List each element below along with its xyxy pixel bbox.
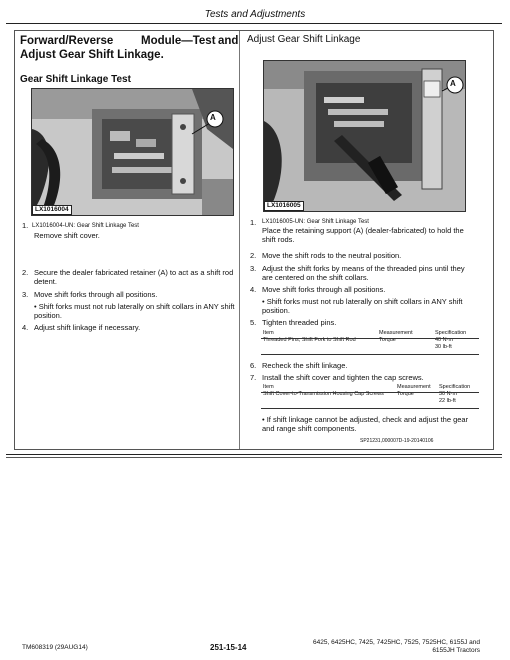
left-heading-part2: Module—Test <box>141 35 216 47</box>
step-number: 2. <box>22 268 29 277</box>
right-heading: Adjust Gear Shift Linkage <box>247 34 361 45</box>
step-text-cont: shift rods. <box>262 235 295 244</box>
page-header-title: Tests and Adjustments <box>204 9 306 20</box>
step-text: Adjust shift linkage if necessary. <box>34 323 141 332</box>
bullet-text-cont: position. <box>34 311 62 320</box>
figure-id-left: LX1016004 <box>32 205 72 215</box>
step-text: Adjust the shift forks by means of the threaded pins until they <box>262 264 465 273</box>
footer-models-line1: 6425, 6425HC, 7425, 7425HC, 7525, 7525HC, 6155J and <box>313 639 480 646</box>
figure-gear-shift-linkage-left <box>31 88 234 216</box>
spec-header-row <box>261 384 479 391</box>
spec-value-metric: 40 N·m <box>435 337 454 343</box>
left-heading-part1: Forward/Reverse <box>20 35 114 47</box>
step-number: 5. <box>250 318 257 327</box>
step-text: Place the retaining support (A) (dealer-fabricated) to hold the <box>262 226 464 235</box>
step-number: 2. <box>250 251 257 260</box>
step-text: Tighten threaded pins. <box>262 318 337 327</box>
spec-value-imperial: 22 lb-ft <box>439 398 456 404</box>
step-text-cont: detent. <box>34 277 57 286</box>
spec-row <box>261 391 479 405</box>
step-text: Move the shift rods to the neutral position. <box>262 251 402 260</box>
step-number: 6. <box>250 361 257 370</box>
spec-measurement: Torque <box>379 337 396 343</box>
bullet-text: • If shift linkage cannot be adjusted, check and adjust the gear <box>262 415 469 424</box>
figure-left-illustration <box>32 89 233 215</box>
figure-right-illustration <box>264 61 465 211</box>
step-text: Secure the dealer fabricated retainer (A) to act as a shift rod <box>34 268 234 277</box>
callout-a-left: A <box>210 113 216 122</box>
figure-gear-shift-linkage-right <box>263 60 466 212</box>
bullet-text: • Shift forks must not rub laterally on shift collars in ANY shift <box>262 297 463 306</box>
step-number: 4. <box>22 323 29 332</box>
step-text: Install the shift cover and tighten the cap screws. <box>262 373 424 382</box>
step-number: 1. <box>22 221 29 230</box>
spec-header-measurement: Measurement <box>379 330 413 336</box>
bottom-rule <box>6 454 502 455</box>
step-text: Recheck the shift linkage. <box>262 361 348 370</box>
spec-header-specification: Specification <box>439 384 471 390</box>
step-text: Move shift forks through all positions. <box>34 290 158 299</box>
spec-rule <box>261 338 479 339</box>
spec-rule <box>261 354 479 355</box>
spec-header-specification: Specification <box>435 330 467 336</box>
spec-header-row <box>261 330 479 337</box>
step-number: 4. <box>250 285 257 294</box>
figure-id-right: LX1016005 <box>264 201 304 211</box>
footer-doc-id: TM608319 (29AUG14) <box>22 644 88 651</box>
spec-row <box>261 337 479 351</box>
spec-header-item: Item <box>263 330 274 336</box>
bullet-text-cont: position. <box>262 306 290 315</box>
step-number: 1. <box>250 218 257 227</box>
header-rule <box>6 23 502 24</box>
step-number: 3. <box>22 290 29 299</box>
bullet-text-cont: and range shift components. <box>262 424 357 433</box>
spec-value <box>437 391 479 405</box>
spec-item: Shift Cover-to-Transmission Housing Cap Screws <box>263 391 384 397</box>
spec-header-measurement: Measurement <box>397 384 431 390</box>
spec-header-item: Item <box>263 384 274 390</box>
callout-a-right: A <box>450 79 456 88</box>
spec-table-threaded-pins <box>261 330 479 351</box>
footer-page-number: 251-15-14 <box>210 643 247 652</box>
spec-measurement: Torque <box>397 391 414 397</box>
spec-value <box>433 337 479 351</box>
spec-value-imperial: 30 lb-ft <box>435 344 452 350</box>
left-figure-caption: LX1016004-UN: Gear Shift Linkage Test <box>32 223 139 229</box>
right-figure-caption: LX1016005-UN: Gear Shift Linkage Test <box>262 219 369 225</box>
spec-value-metric: 30 N·m <box>439 391 458 397</box>
spec-rule <box>261 408 479 409</box>
spec-item: Threaded Pins, Shift Fork to Shift Rod <box>263 337 356 343</box>
step-number: 3. <box>250 264 257 273</box>
step-text: Move shift forks through all positions. <box>262 285 386 294</box>
step-text-cont: are centered on the shift collars. <box>262 273 369 282</box>
spec-table-shift-cover <box>261 384 479 405</box>
bottom-rule-thin <box>6 457 502 458</box>
left-subheading: Gear Shift Linkage Test <box>20 74 131 85</box>
bullet-text: • Shift forks must not rub laterally on shift collars in ANY shift <box>34 302 235 311</box>
left-heading <box>20 34 239 62</box>
footer-models-line2: 6155JH Tractors <box>432 647 480 654</box>
spec-rule <box>261 392 479 393</box>
left-heading-line2: Adjust Gear Shift Linkage. <box>20 49 164 61</box>
column-divider <box>239 31 240 449</box>
left-heading-part3: and <box>218 35 239 47</box>
reference-code: SP21231,000007D-19-20140106 <box>360 438 434 444</box>
step-text: Remove shift cover. <box>34 231 100 240</box>
step-number: 7. <box>250 373 257 382</box>
footer-models <box>286 639 480 655</box>
